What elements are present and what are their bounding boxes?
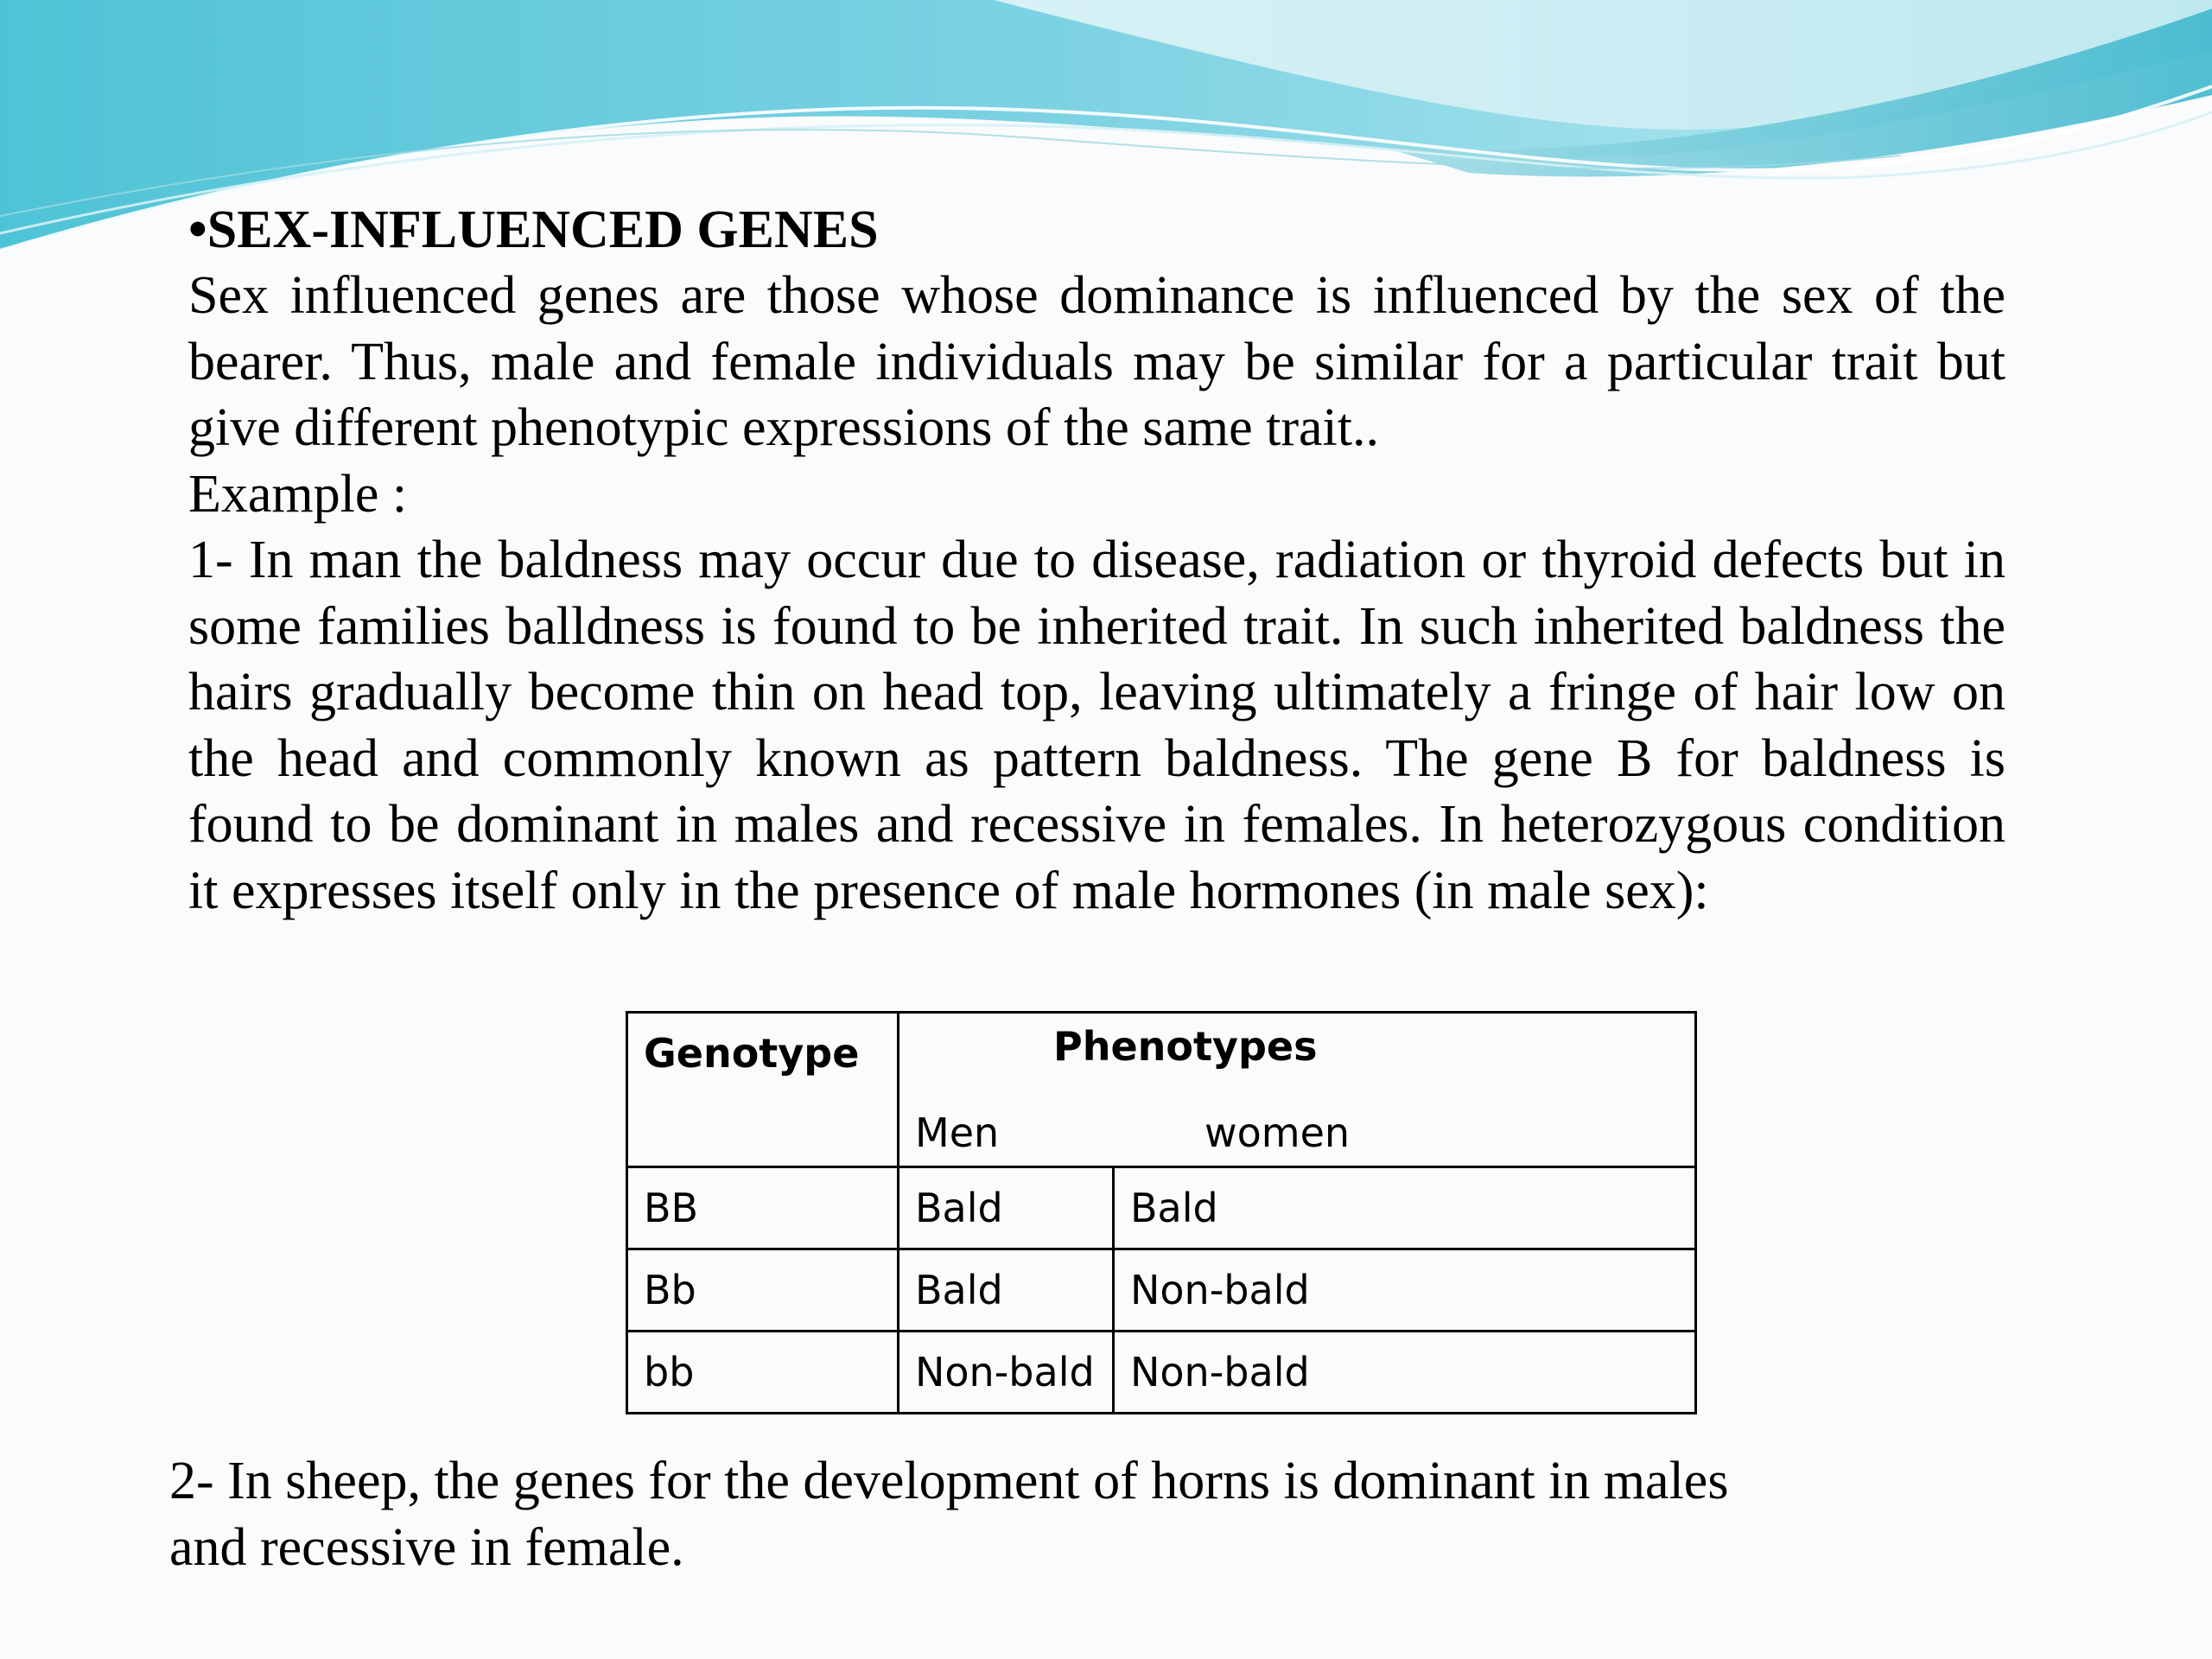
header-men: Men xyxy=(915,1109,1000,1156)
example-1-paragraph: 1- In man the baldness may occur due to disease, radiation or thyroid defects but in some families balldness is found to be inherited trait. In such inherited baldness the hairs gradually become thin on head top, leaving ultimately a fringe of hair low on the head and commonly known as pattern baldness. The gene B for baldness is found to be dominant in males and recessive in females. In heterozygous condition it expresses itself only in the presence of male hormones (in male sex): xyxy=(188,531,2005,920)
table-row xyxy=(627,1249,1696,1332)
phenotype-table xyxy=(626,1011,1697,1414)
example-2-line-2: and recessive in female. xyxy=(169,1517,684,1577)
slide-title: •SEX-INFLUENCED GENES xyxy=(188,200,879,259)
cell-women: Bald xyxy=(1114,1167,1696,1249)
example-label: Example : xyxy=(188,464,408,524)
definition-paragraph: Sex influenced genes are those whose dominance is influenced by the sex of the bearer. Thus, male and female individuals may be similar for a particular trait but give different phenotypic expressions of the same trait.. xyxy=(188,266,2005,457)
cell-women: Non-bald xyxy=(1114,1332,1696,1414)
header-phenotypes-cell xyxy=(899,1013,1696,1167)
cell-men: Non-bald xyxy=(899,1332,1114,1414)
cell-genotype: Bb xyxy=(627,1249,899,1332)
header-phenotypes: Phenotypes xyxy=(1053,1023,1318,1070)
header-women: women xyxy=(1205,1109,1351,1156)
table-row xyxy=(627,1332,1696,1414)
table-row xyxy=(627,1167,1696,1249)
example-2-paragraph xyxy=(169,1448,2113,1580)
cell-men: Bald xyxy=(899,1249,1114,1332)
table-header-row xyxy=(627,1013,1696,1167)
cell-genotype: BB xyxy=(627,1167,899,1249)
example-2-line-1: 2- In sheep, the genes for the development of horns is dominant in males xyxy=(169,1452,1729,1510)
header-genotype: Genotype xyxy=(627,1013,899,1167)
cell-men: Bald xyxy=(899,1167,1114,1249)
header-subcolumns xyxy=(915,1107,1679,1159)
cell-genotype: bb xyxy=(627,1332,899,1414)
slide-content xyxy=(188,197,2005,924)
cell-women: Non-bald xyxy=(1114,1249,1696,1332)
